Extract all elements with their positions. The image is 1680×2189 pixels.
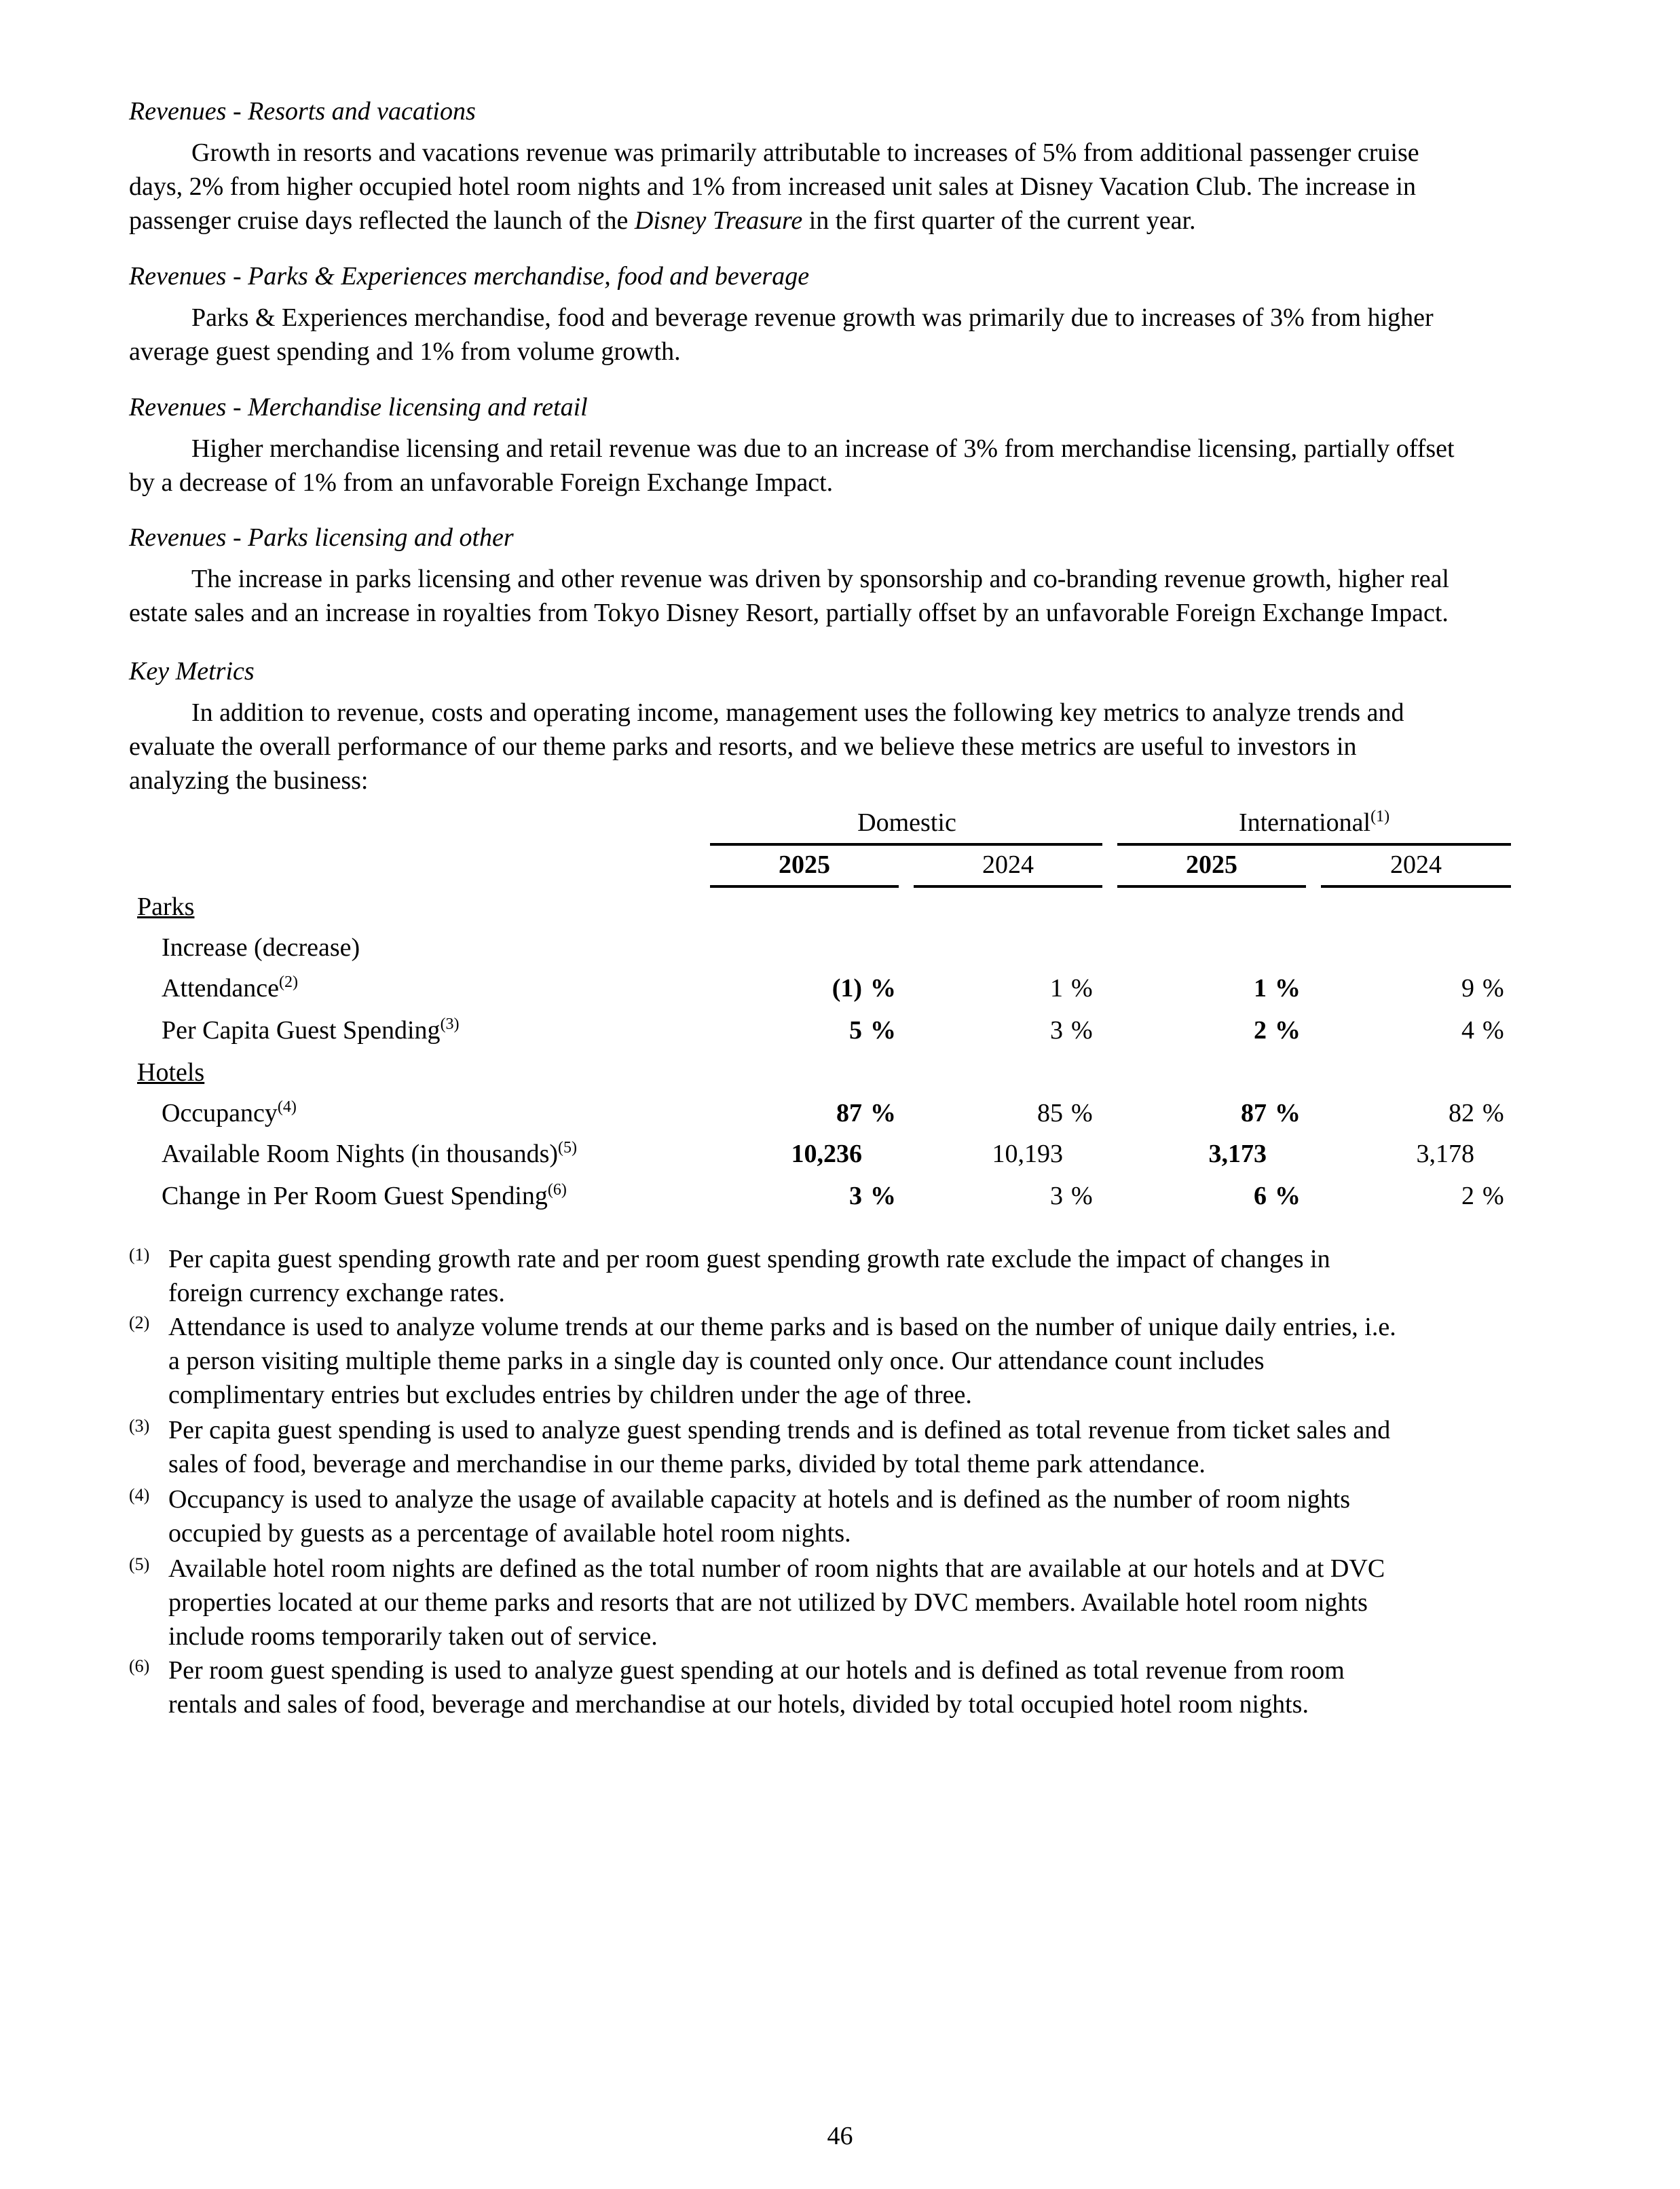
- section-label-hotels: Hotels: [137, 1058, 205, 1087]
- value-cell: 85 %: [1037, 1099, 1093, 1127]
- year-header: 2025: [779, 850, 830, 879]
- value-cell: 3,173: [1208, 1140, 1267, 1168]
- paragraph-merch-food: [129, 301, 1554, 369]
- footnote-text: Per room guest spending is used to analyze guest spending at our hotels and is defined as total revenue from room rentals and sales of food, beverage and merchandise at our hotels, divided by total occupied hotel room nights.: [168, 1656, 1345, 1719]
- para-line: days, 2% from higher occupied hotel room nights and 1% from increased unit sales at Disney Vacation Club. The increase in: [129, 172, 1416, 201]
- para-line: estate sales and an increase in royalties from Tokyo Disney Resort, partially offset by an unfavorable Foreign Exchange Impact.: [129, 599, 1449, 627]
- table-row: [129, 1139, 1554, 1180]
- year-rule: [1321, 885, 1511, 888]
- footnote-mark: (6): [129, 1656, 150, 1676]
- row-label: Per Capita Guest Spending$^{(3)}$: [162, 1015, 460, 1045]
- para-line: average guest spending and 1% from volume growth.: [129, 337, 681, 366]
- footnote-mark: (4): [129, 1485, 150, 1505]
- para-line: In addition to revenue, costs and operating income, management uses the following key metrics to analyze trends and: [191, 698, 1404, 727]
- footnote-text: Available hotel room nights are defined as the total number of room nights that are available at our hotels and at DVC properties located at our theme parks and resorts that are not utilized by DVC members. Available hotel room nights include rooms temporarily taken out of service.: [168, 1554, 1385, 1651]
- value-cell: 87 %: [836, 1099, 896, 1127]
- paragraph-resorts: [129, 136, 1554, 238]
- table-row: [129, 1181, 1554, 1222]
- header-domestic: Domestic: [857, 808, 956, 837]
- section-title-key-metrics: Key Metrics: [129, 657, 255, 686]
- table-row: [129, 1098, 1554, 1139]
- value-cell: 2 %: [1254, 1016, 1301, 1045]
- para-line: Higher merchandise licensing and retail revenue was due to an increase of 3% from merchandise licensing, partially offset: [191, 434, 1455, 463]
- row-label: Attendance$^{(2)}$: [162, 973, 299, 1003]
- footnote-text: Occupancy is used to analyze the usage of available capacity at hotels and is defined as the number of room nights occupied by guests as a percentage of available hotel room nights.: [168, 1485, 1351, 1548]
- row-label: Available Room Nights (in thousands)$^{(5)}$: [162, 1139, 577, 1168]
- footnote-mark: (5): [129, 1554, 150, 1574]
- value-cell: 82 %: [1449, 1099, 1504, 1127]
- footnote-text: Per capita guest spending growth rate and per room guest spending growth rate exclude the impact of changes in foreign currency exchange rates.: [168, 1245, 1330, 1307]
- header-rule: [1117, 843, 1511, 846]
- value-cell: 4 %: [1461, 1016, 1504, 1045]
- value-cell: 5 %: [849, 1016, 896, 1045]
- para-line: analyzing the business:: [129, 766, 369, 795]
- footnote-mark: (2): [129, 1313, 150, 1332]
- value-cell: 10,193: [992, 1140, 1063, 1168]
- section-label-parks: Parks: [137, 893, 195, 921]
- value-cell: 3 %: [1050, 1016, 1093, 1045]
- para-line: passenger cruise days reflected the launch of the Disney Treasure in the first quarter of the current year.: [129, 206, 1196, 235]
- year-header: 2025: [1186, 850, 1237, 879]
- year-header: 2024: [982, 850, 1034, 879]
- value-cell: 6 %: [1254, 1182, 1301, 1210]
- paragraph-key-metrics: [129, 696, 1554, 798]
- value-cell: 3 %: [1050, 1182, 1093, 1210]
- table-row: [129, 1015, 1554, 1056]
- paragraph-licensing-retail: [129, 432, 1554, 500]
- value-cell: 10,236: [791, 1140, 862, 1168]
- row-label: Occupancy$^{(4)}$: [162, 1098, 297, 1127]
- para-line: Parks & Experiences merchandise, food and beverage revenue growth was primarily due to increases of 3% from higher: [191, 303, 1434, 332]
- value-cell: 3,178: [1416, 1140, 1474, 1168]
- value-cell: (1) %: [832, 974, 896, 1003]
- footnote-mark: (1): [129, 1245, 150, 1265]
- value-cell: 87 %: [1241, 1099, 1301, 1127]
- para-line: The increase in parks licensing and other revenue was driven by sponsorship and co-branding revenue growth, higher real: [191, 565, 1449, 593]
- footnote-text: Per capita guest spending is used to analyze guest spending trends and is defined as total revenue from ticket sales and sales of food, beverage and merchandise in our theme parks, divided by total theme park attendance.: [168, 1416, 1391, 1478]
- italic-ship-name: Disney Treasure: [634, 206, 803, 235]
- footnote-text: Attendance is used to analyze volume trends at our theme parks and is based on the number of unique daily entries, i.e. a person visiting multiple theme parks in a single day is counted only once. Our attendance count includes complimentary entries but excludes entries by children under the age of three.: [168, 1313, 1396, 1409]
- header-rule: [710, 843, 1102, 846]
- row-label: Change in Per Room Guest Spending$^{(6)}$: [162, 1181, 567, 1210]
- footnote-mark: (3): [129, 1416, 150, 1436]
- para-line: evaluate the overall performance of our theme parks and resorts, and we believe these metrics are useful to investors in: [129, 732, 1357, 761]
- value-cell: 1 %: [1050, 974, 1093, 1003]
- para-line: Growth in resorts and vacations revenue was primarily attributable to increases of 5% from additional passenger cruise: [191, 138, 1419, 167]
- section-title-resorts: Revenues - Resorts and vacations: [129, 97, 476, 126]
- page-number: 46: [827, 2122, 853, 2150]
- year-rule: [710, 885, 899, 888]
- year-rule: [914, 885, 1102, 888]
- section-title-merch-food: Revenues - Parks & Experiences merchandise, food and beverage: [129, 262, 810, 291]
- section-title-parks-licensing: Revenues - Parks licensing and other: [129, 523, 514, 552]
- year-header: 2024: [1390, 850, 1442, 879]
- table-row: [129, 973, 1554, 1014]
- section-title-licensing-retail: Revenues - Merchandise licensing and retail: [129, 393, 588, 422]
- value-cell: 9 %: [1461, 974, 1504, 1003]
- increase-label: Increase (decrease): [162, 933, 360, 962]
- header-international: International$^{(1)}$: [1238, 808, 1390, 837]
- para-line: by a decrease of 1% from an unfavorable Foreign Exchange Impact.: [129, 468, 834, 497]
- year-rule: [1117, 885, 1306, 888]
- paragraph-parks-licensing: [129, 562, 1554, 630]
- value-cell: 2 %: [1461, 1182, 1504, 1210]
- value-cell: 1 %: [1254, 974, 1301, 1003]
- value-cell: 3 %: [849, 1182, 896, 1210]
